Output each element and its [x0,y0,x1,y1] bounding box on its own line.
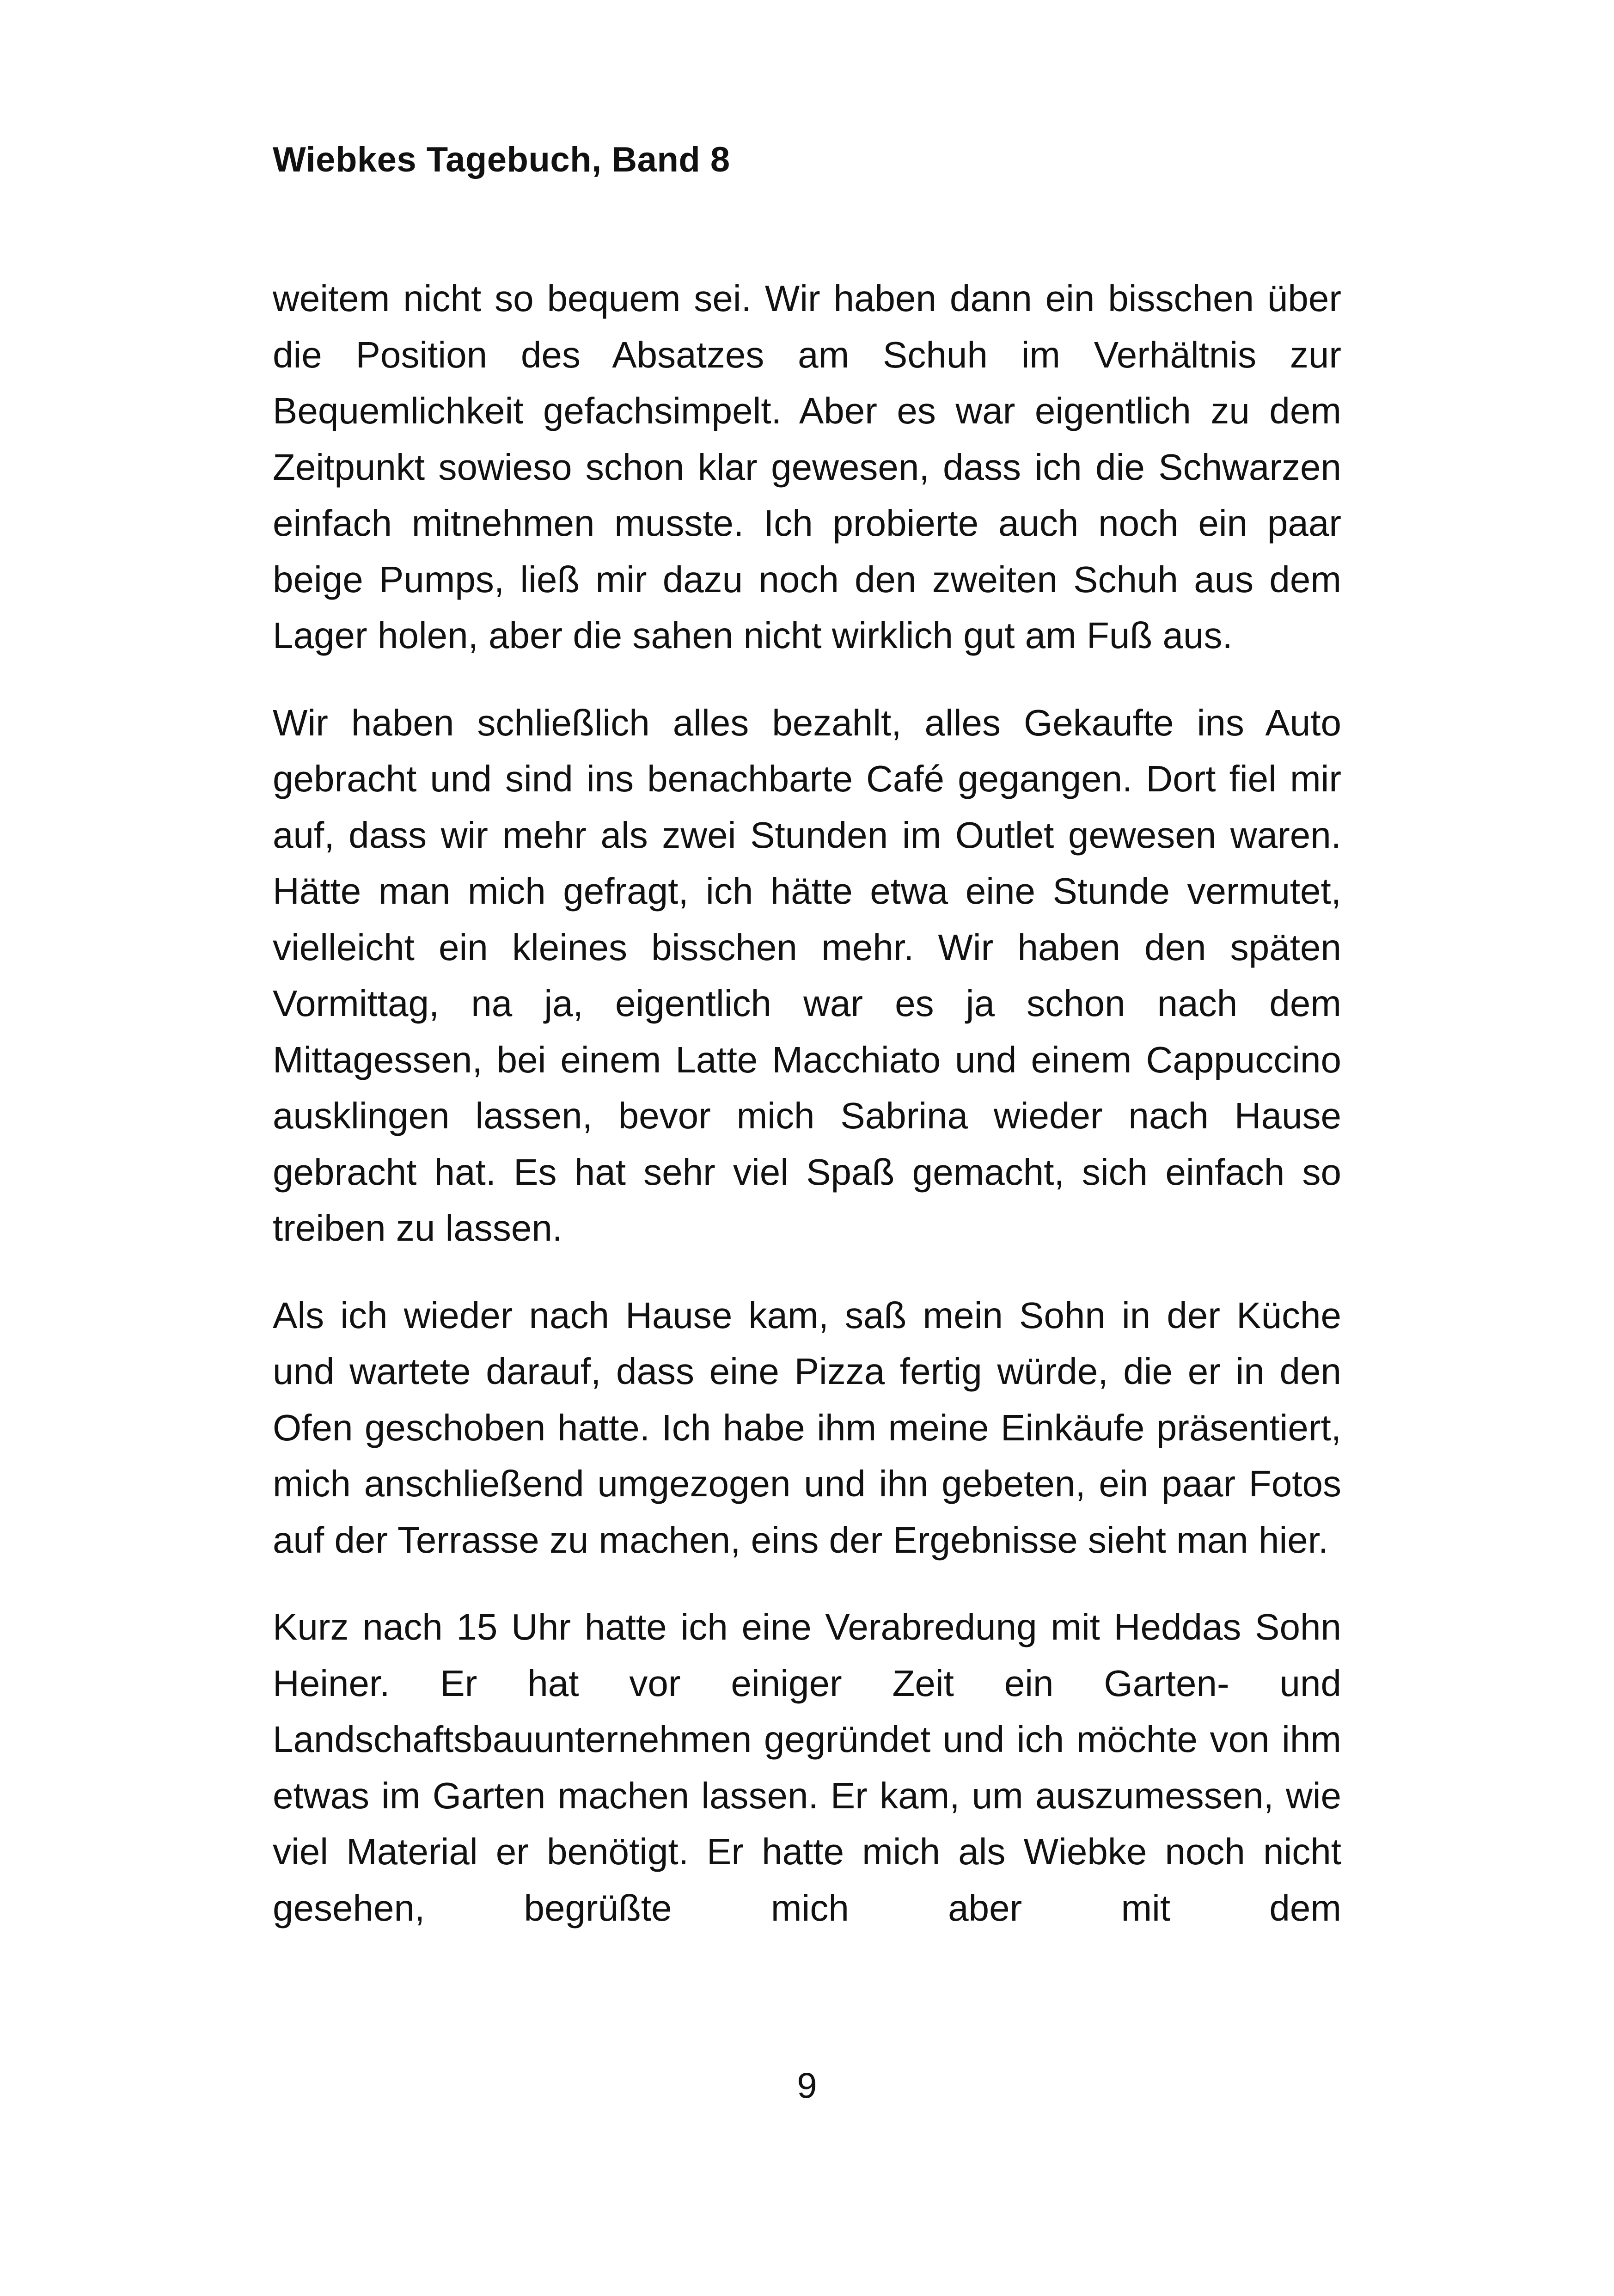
page-number: 9 [797,2065,817,2106]
paragraph-3: Als ich wieder nach Hause kam, saß mein Sohn in der Küche und wartete darauf, dass eine Pizza fertig würde, die er in den Ofen geschoben hatte. Ich habe ihm meine Einkäufe präsentiert, mich anschließend umgezogen und ihn gebeten, ein paar Fotos auf der Terrasse zu machen, eins der Ergebnisse sieht man hier. [273,1294,1341,1561]
body-text [273,270,1341,1967]
paragraph-1: weitem nicht so bequem sei. Wir haben dann ein bisschen über die Position des Absatzes am Schuh im Verhältnis zur Bequemlichkeit gefachsimpelt. Aber es war eigentlich zu dem Zeitpunkt sowieso schon klar gewesen, dass ich die Schwarzen einfach mitnehmen musste. Ich probierte auch noch ein paar beige Pumps, ließ mir dazu noch den zweiten Schuh aus dem Lager holen, aber die sahen nicht wirklich gut am Fuß aus. [273,278,1341,656]
paragraph-4: Kurz nach 15 Uhr hatte ich eine Verabredung mit Heddas Sohn Heiner. Er hat vor einiger Zeit ein Garten- und Landschaftsbauunternehmen gegründet und ich möchte von ihm etwas im Garten machen lassen. Er kam, um auszumessen, wie viel Material er benötigt. Er hatte mich als Wiebke noch nicht gesehen, begrüßte mich aber mit dem [273,1606,1341,1929]
paragraph-2: Wir haben schließlich alles bezahlt, alles Gekaufte ins Auto gebracht und sind ins benachbarte Café gegangen. Dort fiel mir auf, dass wir mehr als zwei Stunden im Outlet gewesen waren. Hätte man mich gefragt, ich hätte etwa eine Stunde vermutet, vielleicht ein kleines bisschen mehr. Wir haben den späten Vormittag, na ja, eigentlich war es ja schon nach dem Mittagessen, bei einem Latte Macchiato und einem Cappuccino ausklingen lassen, bevor mich Sabrina wieder nach Hause gebracht hat. Es hat sehr viel Spaß gemacht, sich einfach so treiben zu lassen. [273,702,1341,1249]
running-header-title: Wiebkes Tagebuch, Band 8 [273,140,730,179]
